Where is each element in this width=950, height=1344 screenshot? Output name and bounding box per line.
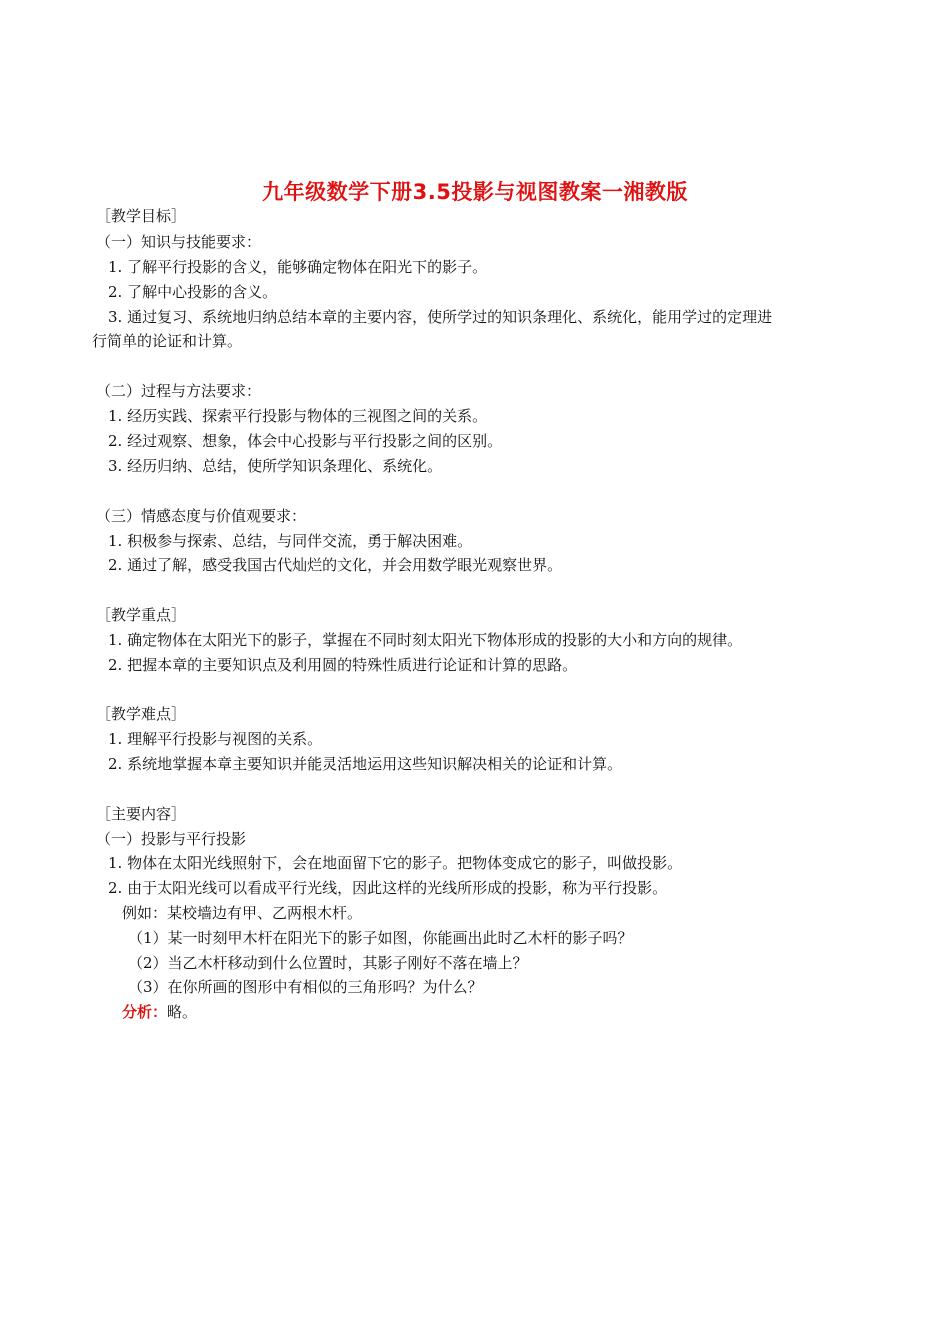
emotion-heading: （三）情感态度与价值观要求： — [96, 507, 307, 525]
knowledge-item: 3. 通过复习、系统地归纳总结本章的主要内容，使所学过的知识条理化、系统化，能用学过的定理进 — [108, 308, 773, 326]
process-item: 2. 经过观察、想象，体会中心投影与平行投影之间的区别。 — [108, 432, 503, 450]
process-heading: （二）过程与方法要求： — [96, 382, 262, 400]
analysis-text: 略。 — [167, 1003, 198, 1021]
analysis-label: 分析： — [122, 1003, 168, 1021]
emotion-item: 1. 积极参与探索、总结，与同伴交流，勇于解决困难。 — [108, 532, 473, 550]
example-text: 例如：某校墙边有甲、乙两根木杆。 — [122, 904, 363, 922]
section1-heading: （一）投影与平行投影 — [96, 830, 247, 848]
analysis-line — [122, 1002, 197, 1022]
knowledge-item: 2. 了解中心投影的含义。 — [108, 283, 278, 301]
process-item: 3. 经历归纳、总结，使所学知识条理化、系统化。 — [108, 457, 443, 475]
section1-item: 2. 由于太阳光线可以看成平行光线，因此这样的光线所形成的投影，称为平行投影。 — [108, 879, 668, 897]
example-question: （3）在你所画的图形中有相似的三角形吗？为什么？ — [128, 978, 483, 996]
difficulties-heading: ［教学难点］ — [96, 705, 187, 723]
knowledge-heading: （一）知识与技能要求： — [96, 233, 262, 251]
difficulty-item: 1. 理解平行投影与视图的关系。 — [108, 730, 323, 748]
knowledge-item-continued: 行简单的论证和计算。 — [92, 332, 243, 350]
key-point-item: 2. 把握本章的主要知识点及利用圆的特殊性质进行论证和计算的思路。 — [108, 656, 578, 674]
key-point-item: 1. 确定物体在太阳光下的影子，掌握在不同时刻太阳光下物体形成的投影的大小和方向的规律。 — [108, 631, 743, 649]
process-item: 1. 经历实践、探索平行投影与物体的三视图之间的关系。 — [108, 407, 488, 425]
objectives-heading: ［教学目标］ — [96, 207, 187, 225]
example-question: （2）当乙木杆移动到什么位置时，其影子刚好不落在墙上？ — [128, 954, 528, 972]
key-points-heading: ［教学重点］ — [96, 606, 187, 624]
knowledge-item: 1. 了解平行投影的含义，能够确定物体在阳光下的影子。 — [108, 258, 488, 276]
difficulty-item: 2. 系统地掌握本章主要知识并能灵活地运用这些知识解决相关的论证和计算。 — [108, 755, 623, 773]
example-question: （1）某一时刻甲木杆在阳光下的影子如图，你能画出此时乙木杆的影子吗？ — [128, 929, 633, 947]
document-title: 九年级数学下册3.5投影与视图教案一湘教版 — [262, 180, 688, 204]
content-heading: ［主要内容］ — [96, 805, 187, 823]
emotion-item: 2. 通过了解，感受我国古代灿烂的文化，并会用数学眼光观察世界。 — [108, 556, 563, 574]
section1-item: 1. 物体在太阳光线照射下，会在地面留下它的影子。把物体变成它的影子，叫做投影。 — [108, 854, 683, 872]
